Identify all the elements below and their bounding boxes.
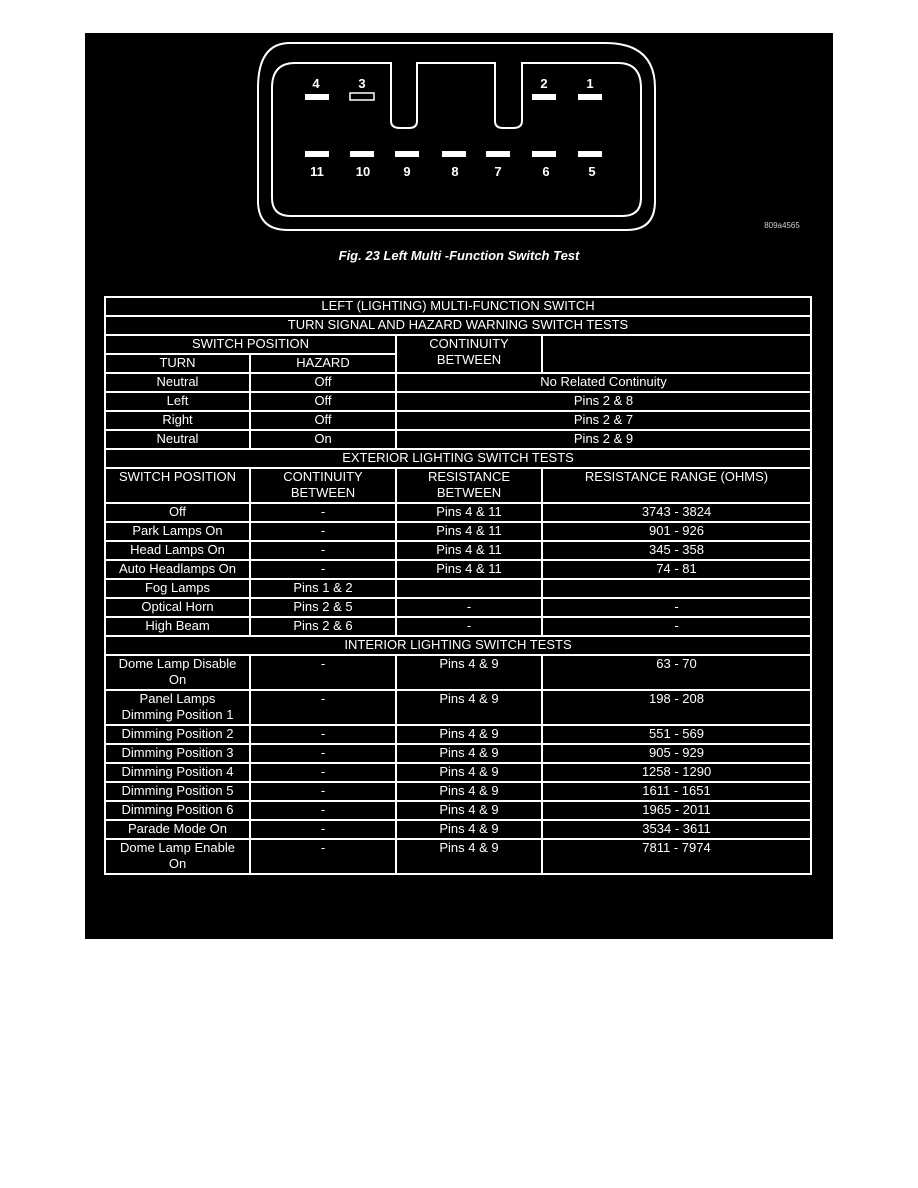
hazard-cell: Off	[250, 392, 396, 411]
pin-9	[395, 151, 419, 157]
position-cell	[105, 690, 250, 725]
continuity-cell: -	[250, 522, 396, 541]
range-cell	[542, 579, 811, 598]
position-cell	[105, 725, 250, 744]
cell-line: Dome Lamp Disable	[118, 656, 237, 671]
table-row	[105, 503, 811, 522]
cell-line: Dimming Position 3	[121, 745, 234, 760]
pin-6	[532, 151, 556, 157]
pin-10	[350, 151, 374, 157]
table-row	[105, 430, 811, 449]
cell-line: Dimming Position 6	[121, 802, 234, 817]
position-cell	[105, 782, 250, 801]
table-row	[105, 690, 811, 725]
position-cell: Auto Headlamps On	[105, 560, 250, 579]
resistance-cell: Pins 4 & 9	[396, 690, 542, 725]
pin-label-3: 3	[358, 76, 366, 91]
pin-5	[578, 151, 602, 157]
connector-outline	[258, 43, 655, 230]
pin-11	[305, 151, 329, 157]
table-title: LEFT (LIGHTING) MULTI-FUNCTION SWITCH	[105, 297, 811, 316]
cell-line: Dimming Position 1	[121, 707, 234, 722]
continuity-cell: -	[250, 801, 396, 820]
table-row	[105, 763, 811, 782]
hazard-cell: On	[250, 430, 396, 449]
continuity-between-header	[396, 335, 542, 373]
cell-line: Parade Mode On	[127, 821, 227, 836]
pin-1	[578, 94, 602, 100]
continuity-result-cell: Pins 2 & 8	[396, 392, 811, 411]
range-cell: -	[542, 598, 811, 617]
header-row	[105, 468, 811, 503]
figure-panel	[85, 33, 833, 939]
range-cell: 198 - 208	[542, 690, 811, 725]
pin-8	[442, 151, 466, 157]
continuity-cell: -	[250, 820, 396, 839]
resistance-cell: Pins 4 & 9	[396, 655, 542, 690]
table-title-row	[105, 297, 811, 316]
table-row	[105, 839, 811, 874]
pin-2	[532, 94, 556, 100]
pin-label-11: 11	[310, 164, 324, 179]
range-cell: -	[542, 617, 811, 636]
exterior-section-title: EXTERIOR LIGHTING SWITCH TESTS	[105, 449, 811, 468]
header-line: BETWEEN	[436, 352, 502, 367]
range-cell: 74 - 81	[542, 560, 811, 579]
resistance-range-header: RESISTANCE RANGE (OHMS)	[542, 468, 811, 503]
continuity-cell: -	[250, 655, 396, 690]
continuity-cell: -	[250, 690, 396, 725]
cell-line: BETWEEN	[436, 485, 502, 500]
interior-section-title: INTERIOR LIGHTING SWITCH TESTS	[105, 636, 811, 655]
empty-header-cell	[542, 335, 811, 373]
resistance-between-header	[396, 468, 542, 503]
section-row	[105, 449, 811, 468]
table-row	[105, 392, 811, 411]
position-cell: Park Lamps On	[105, 522, 250, 541]
table-row	[105, 522, 811, 541]
turn-cell: Left	[105, 392, 250, 411]
range-cell: 1965 - 2011	[542, 801, 811, 820]
table-row	[105, 560, 811, 579]
table-row	[105, 617, 811, 636]
continuity-cell: -	[250, 725, 396, 744]
resistance-cell: Pins 4 & 9	[396, 839, 542, 874]
table-row	[105, 598, 811, 617]
connector-diagram	[85, 33, 833, 273]
range-cell: 3743 - 3824	[542, 503, 811, 522]
turn-header: TURN	[105, 354, 250, 373]
cell-line: Dimming Position 5	[121, 783, 234, 798]
cell-line: Dimming Position 4	[121, 764, 234, 779]
position-cell	[105, 839, 250, 874]
section-row	[105, 636, 811, 655]
hazard-header: HAZARD	[250, 354, 396, 373]
pin-7	[486, 151, 510, 157]
continuity-result-cell: Pins 2 & 9	[396, 430, 811, 449]
figure-caption: Fig. 23 Left Multi -Function Switch Test	[338, 248, 580, 263]
hazard-cell: Off	[250, 411, 396, 430]
turn-cell: Neutral	[105, 430, 250, 449]
table-row	[105, 725, 811, 744]
table-row	[105, 801, 811, 820]
cell-line: BETWEEN	[290, 485, 356, 500]
pin-label-2: 2	[540, 76, 548, 91]
cell-line: CONTINUITY	[283, 469, 363, 484]
table-row	[105, 744, 811, 763]
continuity-cell: -	[250, 782, 396, 801]
range-cell: 7811 - 7974	[542, 839, 811, 874]
header-line: CONTINUITY	[429, 336, 509, 351]
position-cell	[105, 763, 250, 782]
position-cell	[105, 801, 250, 820]
continuity-cell: Pins 2 & 5	[250, 598, 396, 617]
continuity-cell: Pins 2 & 6	[250, 617, 396, 636]
position-cell	[105, 744, 250, 763]
range-cell: 901 - 926	[542, 522, 811, 541]
pin-label-5: 5	[588, 164, 596, 179]
cell-line: RESISTANCE	[427, 469, 511, 484]
pin-4	[305, 94, 329, 100]
range-cell: 1258 - 1290	[542, 763, 811, 782]
turn-section-title: TURN SIGNAL AND HAZARD WARNING SWITCH TESTS	[105, 316, 811, 335]
range-cell: 551 - 569	[542, 725, 811, 744]
cell-line: Dimming Position 2	[121, 726, 234, 741]
table-row	[105, 820, 811, 839]
continuity-cell: -	[250, 763, 396, 782]
table-row	[105, 782, 811, 801]
position-cell	[105, 820, 250, 839]
position-cell: Optical Horn	[105, 598, 250, 617]
range-cell: 63 - 70	[542, 655, 811, 690]
resistance-cell: -	[396, 617, 542, 636]
resistance-cell: Pins 4 & 9	[396, 725, 542, 744]
switch-position-header: SWITCH POSITION	[105, 468, 250, 503]
pin-label-8: 8	[451, 164, 459, 179]
position-cell	[105, 655, 250, 690]
resistance-cell: Pins 4 & 11	[396, 560, 542, 579]
continuity-between-header	[250, 468, 396, 503]
resistance-cell: Pins 4 & 11	[396, 503, 542, 522]
resistance-cell	[396, 579, 542, 598]
position-cell: High Beam	[105, 617, 250, 636]
cell-line: On	[168, 672, 187, 687]
resistance-cell: Pins 4 & 9	[396, 820, 542, 839]
resistance-cell: Pins 4 & 9	[396, 763, 542, 782]
continuity-result-cell: Pins 2 & 7	[396, 411, 811, 430]
header-row	[105, 335, 811, 354]
pin-label-10: 10	[355, 164, 371, 179]
resistance-cell: Pins 4 & 9	[396, 744, 542, 763]
pin-label-4: 4	[312, 76, 320, 91]
position-cell: Fog Lamps	[105, 579, 250, 598]
pin-label-7: 7	[494, 164, 502, 179]
continuity-cell: -	[250, 744, 396, 763]
continuity-cell: -	[250, 541, 396, 560]
cell-line: Panel Lamps	[139, 691, 216, 706]
continuity-cell: -	[250, 503, 396, 522]
resistance-cell: Pins 4 & 9	[396, 782, 542, 801]
switch-position-header: SWITCH POSITION	[105, 335, 396, 354]
pin-3	[350, 93, 374, 100]
range-cell: 1611 - 1651	[542, 782, 811, 801]
pin-label-9: 9	[403, 164, 411, 179]
switch-test-table	[104, 296, 812, 875]
table-row	[105, 541, 811, 560]
table-row	[105, 411, 811, 430]
range-cell: 3534 - 3611	[542, 820, 811, 839]
section-row	[105, 316, 811, 335]
continuity-cell: Pins 1 & 2	[250, 579, 396, 598]
turn-cell: Right	[105, 411, 250, 430]
resistance-cell: Pins 4 & 11	[396, 541, 542, 560]
resistance-cell: -	[396, 598, 542, 617]
range-cell: 345 - 358	[542, 541, 811, 560]
cell-line: Dome Lamp Enable	[120, 840, 235, 855]
pin-label-1: 1	[586, 76, 594, 91]
pin-label-6: 6	[542, 164, 550, 179]
resistance-cell: Pins 4 & 11	[396, 522, 542, 541]
table-row	[105, 579, 811, 598]
hazard-cell: Off	[250, 373, 396, 392]
table-row	[105, 373, 811, 392]
position-cell: Off	[105, 503, 250, 522]
cell-line: On	[168, 856, 187, 871]
continuity-result-cell: No Related Continuity	[396, 373, 811, 392]
turn-cell: Neutral	[105, 373, 250, 392]
range-cell: 905 - 929	[542, 744, 811, 763]
figure-tag: 809a4565	[764, 221, 800, 230]
position-cell: Head Lamps On	[105, 541, 250, 560]
table-row	[105, 655, 811, 690]
continuity-cell: -	[250, 560, 396, 579]
resistance-cell: Pins 4 & 9	[396, 801, 542, 820]
continuity-cell: -	[250, 839, 396, 874]
